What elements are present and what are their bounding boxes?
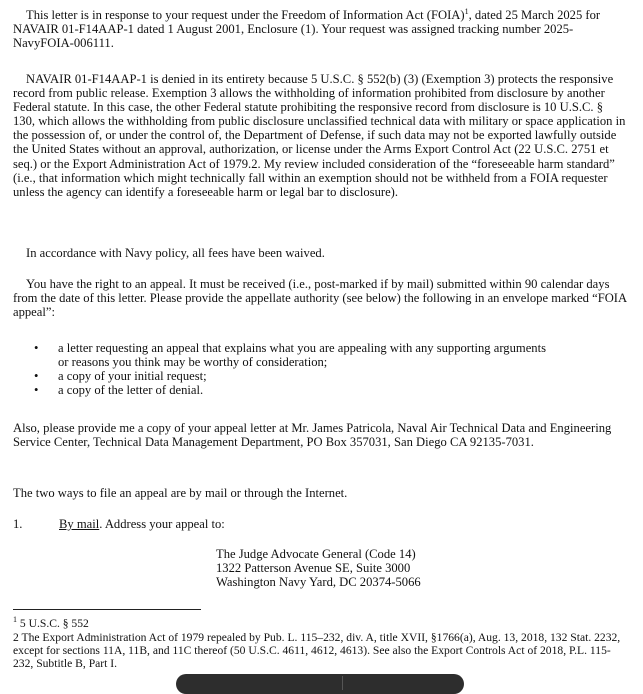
address-line: The Judge Advocate General (Code 14): [216, 547, 416, 561]
paragraph-request-text: This letter is in response to your request under the Freedom of Information Act (FOIA): [26, 8, 465, 22]
footnote-divider: [13, 609, 201, 610]
floating-toolbar[interactable]: [176, 674, 464, 694]
mailing-address: [216, 547, 516, 589]
list-item: • a copy of the letter of denial.: [13, 383, 553, 397]
appeal-items-list: [13, 341, 553, 397]
paragraph-request: [13, 8, 627, 50]
address-line: 1322 Patterson Avenue SE, Suite 3000: [216, 561, 411, 576]
paragraph-fees: In accordance with Navy policy, all fees have been waived.: [26, 246, 325, 260]
list-item: • a letter requesting an appeal that explains what you are appealing with any supporting arguments or reasons you think may be worthy of consideration;: [13, 341, 553, 369]
paragraph-appeal-rights: You have the right to an appeal. It must be received (i.e., post-marked if by mail) submitted within 90 calendar days from the date of this letter. Please provide the appellate authority (see below) the following in an envelope marked “FOIA appeal”:: [13, 277, 627, 320]
address-line: Washington Navy Yard, DC 20374-5066: [216, 575, 421, 590]
footnote-2: 2 The Export Administration Act of 1979 repealed by Pub. L. 115–232, div. A, title XVII, §1766(a), Aug. 13, 2018, 132 Stat. 2232, except for sections 11A, 11B, and 11C thereof (50 U.S.C. 4611, 4612, 4613). See also the Export Controls Act of 2018, P.L. 115-232, Subtitle B, Part I.: [13, 631, 621, 671]
footnote-ref-1[interactable]: 1: [464, 7, 469, 16]
by-mail-heading: By mail: [59, 517, 100, 531]
by-mail-item: [59, 517, 225, 531]
paragraph-request-text-cont: , dated 25 March 2025 for NAVAIR 01-F14AAP-1 dated 1 August 2001, Enclosure (1). Your request was assigned tracking number 2025-NavyFOIA-006111.: [13, 8, 601, 51]
footnote-1: [13, 617, 629, 630]
footnote-1-text: 5 U.S.C. § 552: [17, 617, 89, 630]
footnote-1-mark: 1: [13, 615, 17, 624]
toolbar-divider: [342, 676, 343, 690]
list-item: • a copy of your initial request;: [13, 369, 553, 383]
by-mail-text: . Address your appeal to:: [99, 517, 225, 531]
paragraph-denial: NAVAIR 01-F14AAP-1 is denied in its entirety because 5 U.S.C. § 552(b) (3) (Exemption 3) protects the responsive record from public release. Exemption 3 allows the withholding of information prohibited from disclosure by another Federal statute. In this case, the other Federal statute prohibiting the responsive record from disclosure is 10 U.S.C. § 130, which allows the withholding from public disclosure unclassified technical data with military or space application in the possession of, or under the control of, the Department of Defense, if such data may not be exported lawfully outside the United States without an approval, authorization, or license under the Arms Export Control Act (22 U.S.C. 2751 et seq.) or the Export Administration Act of 1979.2. My review included consideration of the “foreseeable harm standard” (i.e., that information which might technically fall within an exemption should not be withheld from a FOIA requester unless the agency can identify a foreseeable harm or legal bar to disclosure).: [13, 72, 626, 199]
paragraph-copy-request: Also, please provide me a copy of your appeal letter at Mr. James Patricola, Naval Air Technical Data and Engineering Service Center, Technical Data Management Department, PO Box 357031, San Diego CA 92135-7031.: [13, 421, 612, 450]
item-number: 1.: [13, 517, 23, 531]
paragraph-appeal-methods: The two ways to file an appeal are by mail or through the Internet.: [13, 486, 348, 500]
